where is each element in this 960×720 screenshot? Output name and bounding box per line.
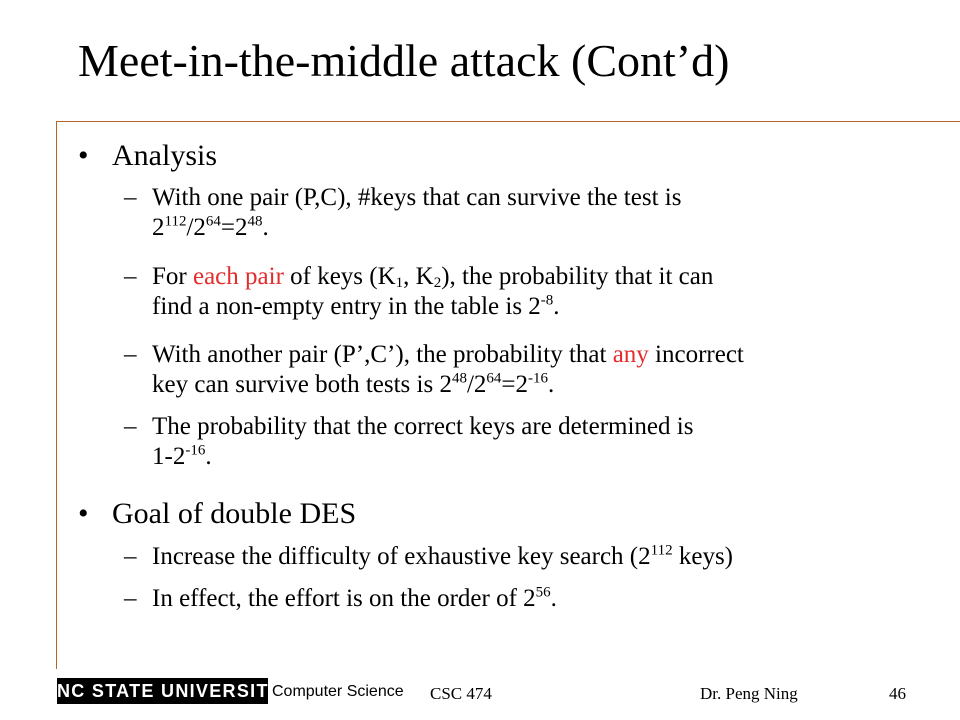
bullet-heading: Goal of double DES [112, 497, 357, 530]
sub-dash: – [124, 341, 137, 368]
footer-author: Dr. Peng Ning [700, 684, 798, 703]
subscript: 2 [433, 275, 442, 291]
sub-text-fragment: keys) [672, 543, 733, 570]
sub-item [124, 262, 924, 322]
frame-top-rule [56, 121, 960, 122]
sub-text-fragment: Increase the difficulty of exhaustive key search (2 [152, 543, 651, 570]
sub-text [152, 412, 924, 472]
sub-text-fragment: find a non-empty entry in the table is 2 [152, 293, 541, 320]
sub-text-fragment: With another pair (P’,C’), the probability that [152, 341, 613, 368]
sub-text-fragment: . [548, 371, 555, 398]
sub-text-fragment: 2 [193, 214, 206, 241]
sub-dash: – [124, 184, 137, 211]
sub-text-fragment: ), the probability that it can [441, 263, 714, 290]
sub-text-fragment: =2 [501, 371, 529, 398]
sub-text [152, 584, 924, 614]
sub-text-fragment: For [152, 263, 193, 290]
sub-text [152, 340, 924, 400]
superscript: -8 [540, 292, 554, 309]
sub-item [124, 412, 924, 472]
sub-dash: – [124, 543, 137, 570]
sub-text-fragment: of keys (K [283, 263, 396, 290]
sub-text [152, 262, 924, 322]
superscript: -16 [528, 370, 549, 387]
superscript: 64 [205, 213, 221, 230]
sub-item [124, 584, 924, 614]
sub-text-fragment: key can survive both tests is 2 [152, 371, 452, 398]
sub-text-line1: With one pair (P,C), #keys that can survive the test is [152, 184, 682, 211]
highlight-text: each pair [192, 263, 284, 290]
sub-dash: – [124, 585, 137, 612]
bullet-dot: • [78, 497, 89, 530]
university-logo: NC STATE UNIVERSITY [57, 678, 268, 704]
bullet-heading: Analysis [112, 139, 217, 172]
footer-department: Computer Science [272, 683, 404, 700]
page-number: 46 [889, 684, 906, 703]
sub-text-fragment: . [553, 293, 560, 320]
superscript: 112 [164, 213, 187, 230]
sub-text-fragment: / [186, 214, 194, 241]
sub-text-fragment: , K [403, 263, 434, 290]
sub-dash: – [124, 413, 137, 440]
sub-text-fragment: = [220, 214, 236, 241]
superscript: 56 [535, 584, 551, 601]
superscript: 64 [486, 370, 502, 387]
sub-text-fragment: In effect, the effort is on the order of 2 [152, 585, 536, 612]
sub-text-fragment: 1-2 [152, 443, 186, 470]
sub-text-fragment: . [262, 214, 269, 241]
sub-text-fragment: . [550, 585, 557, 612]
subscript: 1 [395, 275, 404, 291]
sub-text-fragment: /2 [466, 371, 487, 398]
sub-text-fragment: incorrect [648, 341, 744, 368]
sub-item [124, 340, 924, 400]
sub-text [152, 542, 924, 572]
sub-text-fragment: The probability that the correct keys are determined is [152, 413, 694, 440]
sub-text [152, 183, 924, 243]
bullet-dot: • [78, 139, 89, 172]
superscript: 112 [650, 542, 673, 559]
superscript: -16 [185, 442, 206, 459]
frame-left-rule [56, 121, 57, 669]
highlight-text: any [612, 341, 649, 368]
sub-item [124, 183, 924, 243]
superscript: 48 [247, 213, 263, 230]
footer-course: CSC 474 [430, 684, 492, 703]
sub-dash: – [124, 263, 137, 290]
sub-item [124, 542, 924, 572]
slide-title: Meet-in-the-middle attack (Cont’d) [78, 35, 730, 86]
sub-text-fragment: 2 [235, 214, 248, 241]
sub-text-fragment: 2 [152, 214, 165, 241]
sub-text-fragment: . [205, 443, 212, 470]
superscript: 48 [451, 370, 467, 387]
